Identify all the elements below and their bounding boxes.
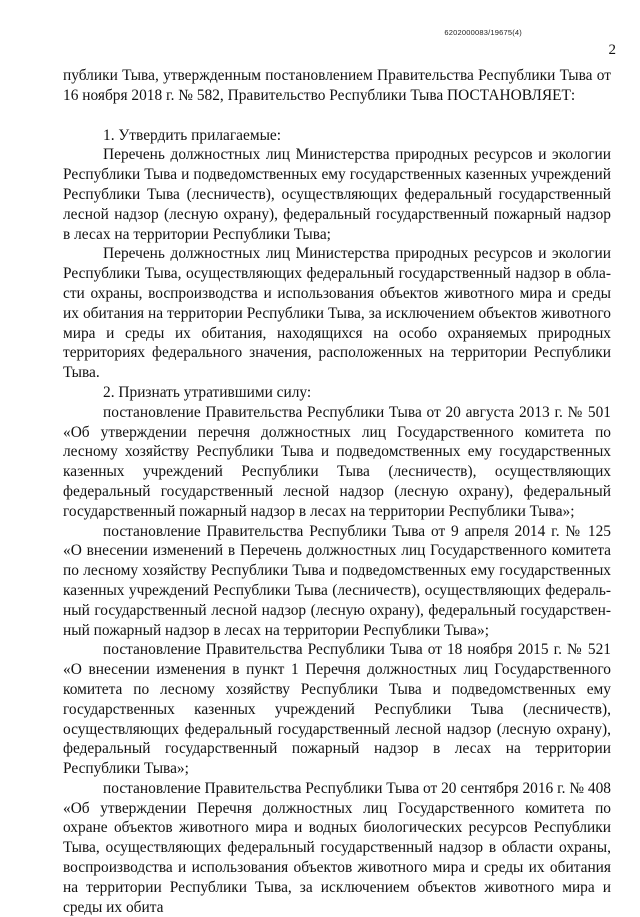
page-number: 2 [608,42,616,58]
clause-1-heading: 1. Утвердить прилагаемые: [103,126,282,144]
clause-1-item-forest-supervision: Перечень должностных лиц Министерства природных ресурсов и экологии Республики Тыва и подведомственных ему государственных казенных учреждений Республики Тыва (лесничеств), осуществляющих федеральный государственный лесной надзор (лесную охрану), федеральный государственный пожарный надзор в лесах на территории Республики Тыва; [63,146,611,243]
repealed-resolution-521: постановление Правительства Республики Тыва от 18 ноября 2015 г. № 521 «О внесении изменения в пункт 1 Перечня должностных лиц Государственного комитета по лесному хозяйству Республики Тыва и подведомственных ему государственных казенных учреждений Республики Тыва (лесничеств), осуществляющих федеральный государственный лесной надзор (лесную охрану), федеральный государственный пожарный надзор в лесах на территории Республики Тыва»; [63,641,611,778]
document-id: 6202000083/19675(4) [444,28,522,37]
repealed-resolution-125: постановление Правительства Республики Тыва от 9 апреля 2014 г. № 125 «О внесении изменений в Перечень должностных лиц Государственного комитета по лесному хозяйству Республики Тыва и подведомственных ему государственных казенных учреждений Республики Тыва (лесничеств), осуществляющих федеральный государственный лесной надзор (лесную охрану), федеральный государственный пожарный надзор в лесах на территории Республики Тыва»; [63,522,611,639]
clause-2-heading: 2. Признать утратившими силу: [103,383,312,401]
document-body [63,66,611,917]
repealed-resolution-408: постановление Правительства Республики Тыва от 20 сентября 2016 г. № 408 «Об утверждении Перечня должностных лиц Государственного комитета по охране объектов животного мира и водных биологических ресурсов Республики Тыва, осуществляющих федеральный государственный надзор в области охраны, воспроизводства и использования объектов животного мира и среды их обитания на территории Республики Тыва, за исключением объектов животного мира и среды их обита [63,779,611,916]
intro-paragraph: публики Тыва, утвержденным постановлением Правительства Республики Тыва от 16 ноября 2018 г. № 582, Правительство Республики Тыва ПОСТАНОВЛЯЕТ: [63,67,611,104]
clause-1-item-wildlife-supervision: Перечень должностных лиц Министерства природных ресурсов и экологии Республики Тыва, осуществляющих федеральный государственный надзор в области охраны, воспроизводства и использования объектов животного мира и среды их обитания на территории Республики Тыва, за исключением объектов животного мира и среды их обитания, находящихся на особо охраняемых природных территориях федерального значения, расположенных на территории Республики Тыва. [63,245,611,382]
repealed-resolution-501: постановление Правительства Республики Тыва от 20 августа 2013 г. № 501 «Об утверждении перечня должностных лиц Государственного комитета по лесному хозяйству Республики Тыва и подведомственных ему государственных казенных учреждений Республики Тыва (лесничеств), осуществляющих федеральный государственный лесной надзор (лесную охрану), федеральный государственный пожарный надзор в лесах на территории Республики Тыва»; [63,403,611,520]
